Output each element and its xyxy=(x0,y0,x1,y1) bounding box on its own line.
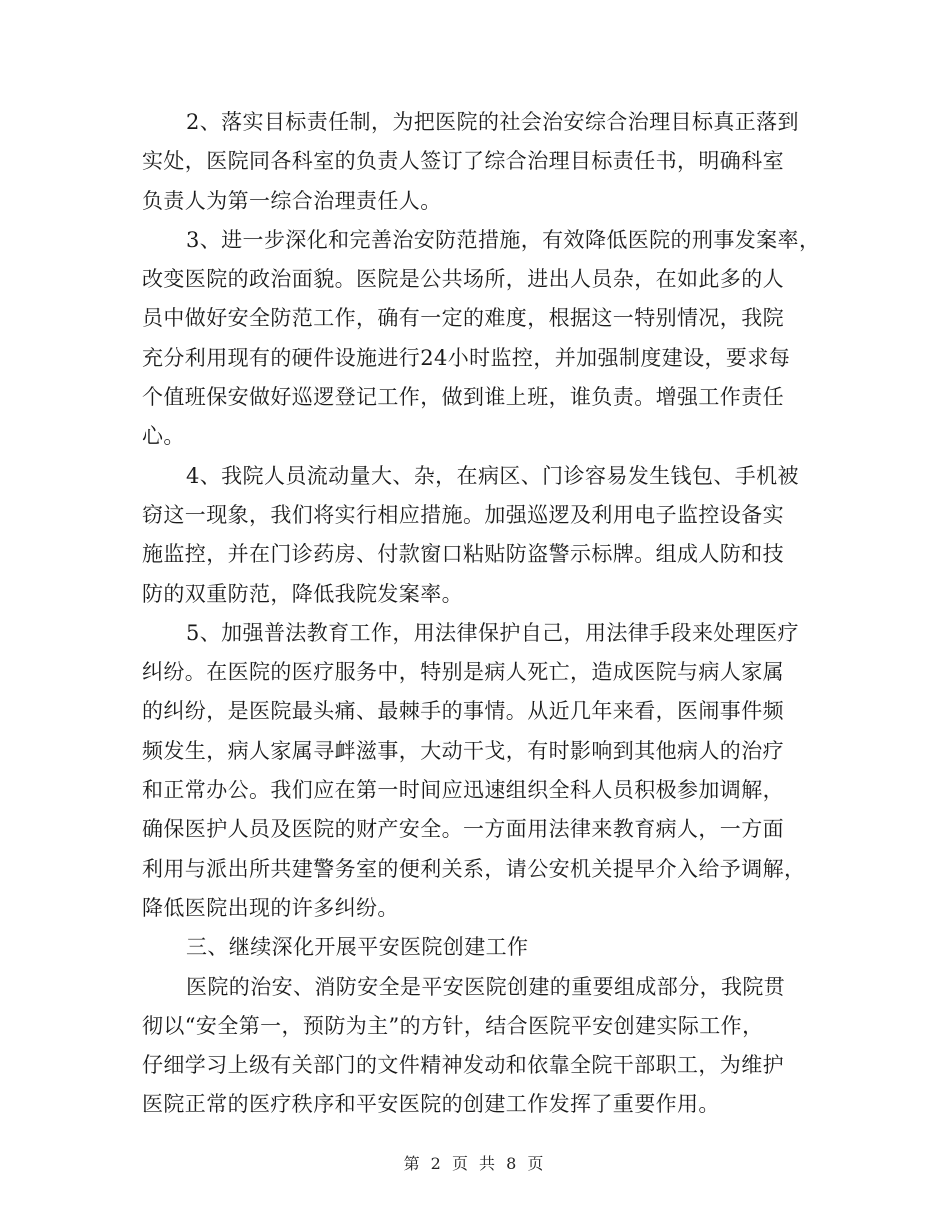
body-line: 改变医院的政治面貌。医院是公共场所，进出人员杂，在如此多的人 xyxy=(142,267,784,292)
body-line: 确保医护人员及医院的财产安全。一方面用法律来教育病人，一方面 xyxy=(142,817,784,842)
body-line: 4、我院人员流动量大、杂，在病区、门诊容易发生钱包、手机被 xyxy=(186,463,799,488)
body-line: 降低医院出现的许多纠纷。 xyxy=(142,895,399,920)
page-number-footer: 第 2 页 共 8 页 xyxy=(403,1154,547,1173)
body-line: 彻以“安全第一，预防为主”的方针，结合医院平安创建实际工作， xyxy=(142,1013,764,1038)
body-line: 员中做好安全防范工作，确有一定的难度，根据这一特别情况，我院 xyxy=(142,306,784,331)
body-line: 3、进一步深化和完善治安防范措施，有效降低医院的刑事发案率， xyxy=(186,227,821,252)
body-line: 纠纷。在医院的医疗服务中，特别是病人死亡，造成医院与病人家属 xyxy=(142,660,784,685)
body-line: 实处，医院同各科室的负责人签订了综合治理目标责任书，明确科室 xyxy=(142,149,784,174)
body-line: 心。 xyxy=(142,424,185,449)
body-line: 防的双重防范，降低我院发案率。 xyxy=(142,581,463,606)
section-heading: 三、继续深化开展平安医院创建工作 xyxy=(186,935,529,960)
body-line: 的纠纷，是医院最头痛、最棘手的事情。从近几年来看，医闹事件频 xyxy=(142,699,784,724)
body-line: 窃这一现象，我们将实行相应措施。加强巡逻及利用电子监控设备实 xyxy=(142,502,784,527)
body-line: 利用与派出所共建警务室的便利关系，请公安机关提早介入给予调解， xyxy=(142,856,806,881)
body-line: 医院的治安、消防安全是平安医院创建的重要组成部分，我院贯 xyxy=(186,974,786,999)
body-line: 仔细学习上级有关部门的文件精神发动和依靠全院干部职工，为维护 xyxy=(142,1053,784,1078)
body-line: 负责人为第一综合治理责任人。 xyxy=(142,188,442,213)
body-line: 充分利用现有的硬件设施进行24小时监控，并加强制度建设，要求每 xyxy=(142,345,791,370)
document-body xyxy=(142,103,822,1125)
body-line: 医院正常的医疗秩序和平安医院的创建工作发挥了重要作用。 xyxy=(142,1092,720,1117)
body-line: 频发生，病人家属寻衅滋事，大动干戈，有时影响到其他病人的治疗 xyxy=(142,738,784,763)
body-line: 个值班保安做好巡逻登记工作，做到谁上班，谁负责。增强工作责任 xyxy=(142,385,784,410)
body-line: 和正常办公。我们应在第一时间应迅速组织全科人员积极参加调解， xyxy=(142,778,784,803)
body-line: 施监控，并在门诊药房、付款窗口粘贴防盗警示标牌。组成人防和技 xyxy=(142,542,784,567)
body-line: 5、加强普法教育工作，用法律保护自己，用法律手段来处理医疗 xyxy=(186,620,799,645)
body-line: 2、落实目标责任制，为把医院的社会治安综合治理目标真正落到 xyxy=(186,110,799,134)
